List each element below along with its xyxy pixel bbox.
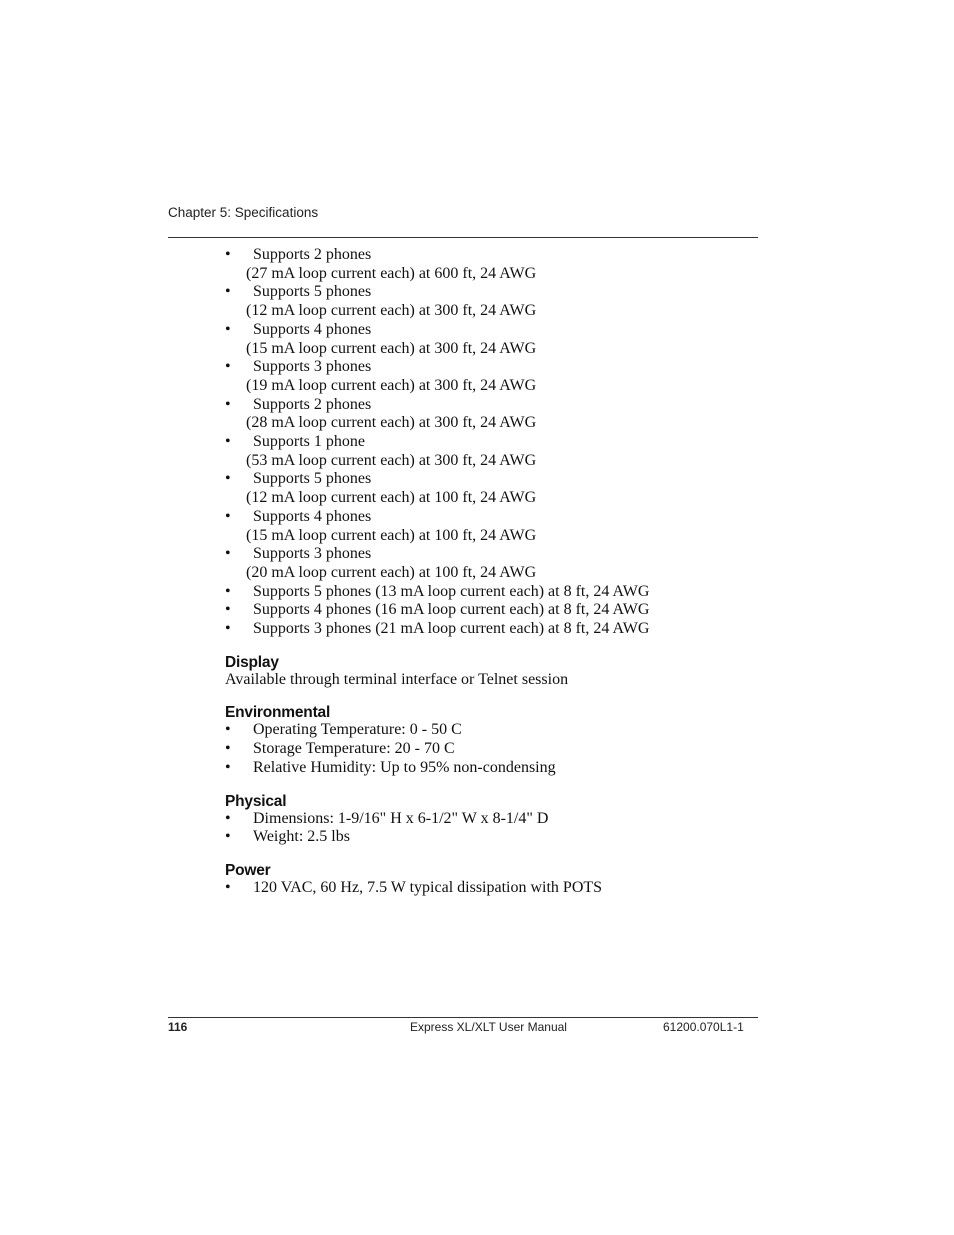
section-display xyxy=(225,654,765,690)
bullet-marker: • xyxy=(225,246,231,263)
bullet-marker: • xyxy=(225,878,231,896)
section-environmental xyxy=(225,704,765,777)
bullet-text: Supports 3 phones xyxy=(253,358,372,376)
bullet-text: Weight: 2.5 lbs xyxy=(253,828,350,846)
bullet-item xyxy=(225,508,765,527)
footer-rule xyxy=(168,1017,758,1018)
bullet-marker: • xyxy=(225,620,231,638)
section-power xyxy=(225,862,765,898)
bullet-text: Storage Temperature: 20 - 70 C xyxy=(253,740,455,758)
bullet-text: Supports 4 phones xyxy=(253,320,372,338)
bullet-detail: (20 mA loop current each) at 100 ft, 24 AWG xyxy=(246,563,537,581)
bullet-marker: • xyxy=(225,470,231,488)
bullet-item xyxy=(225,721,765,740)
section-heading: Physical xyxy=(225,792,287,810)
bullet-item xyxy=(225,879,765,898)
bullet-item xyxy=(225,620,765,639)
bullet-item xyxy=(225,828,765,847)
bullet-text: Supports 5 phones (13 mA loop current each) at 8 ft, 24 AWG xyxy=(253,582,650,600)
bullet-text: Dimensions: 1-9/16" H x 6-1/2" W x 8-1/4" D xyxy=(253,809,549,827)
section-heading: Display xyxy=(225,653,279,671)
section-heading: Power xyxy=(225,861,271,879)
bullet-marker: • xyxy=(225,395,231,413)
bullet-item xyxy=(225,740,765,759)
bullet-detail: (53 mA loop current each) at 300 ft, 24 AWG xyxy=(246,451,537,469)
bullet-text: Supports 2 phones xyxy=(253,246,372,263)
bullet-detail: (27 mA loop current each) at 600 ft, 24 AWG xyxy=(246,264,537,282)
section-physical xyxy=(225,793,765,847)
bullet-marker: • xyxy=(225,758,231,776)
bullet-item xyxy=(225,321,765,340)
page-content xyxy=(225,246,765,898)
bullet-text: Relative Humidity: Up to 95% non-condensing xyxy=(253,758,556,776)
bullet-item xyxy=(225,810,765,829)
bullet-item xyxy=(225,583,765,602)
bullet-text: Operating Temperature: 0 - 50 C xyxy=(253,721,462,739)
spec-sections xyxy=(225,654,765,898)
bullet-item xyxy=(225,396,765,415)
bullet-marker: • xyxy=(225,582,231,600)
bullet-detail: (12 mA loop current each) at 300 ft, 24 AWG xyxy=(246,302,537,320)
bullet-text: Supports 2 phones xyxy=(253,395,372,413)
bullet-marker: • xyxy=(225,283,231,301)
bullet-marker: • xyxy=(225,809,231,827)
bullet-text: Supports 4 phones (16 mA loop current each) at 8 ft, 24 AWG xyxy=(253,601,650,619)
bullet-detail: (19 mA loop current each) at 300 ft, 24 AWG xyxy=(246,376,537,394)
bullet-marker: • xyxy=(225,433,231,451)
bullet-text: Supports 3 phones xyxy=(253,545,372,563)
header-rule xyxy=(168,237,758,238)
bullet-marker: • xyxy=(225,740,231,758)
bullet-item xyxy=(225,545,765,564)
bullet-item xyxy=(225,470,765,489)
bullet-text: Supports 4 phones xyxy=(253,507,372,525)
bullet-text: Supports 5 phones xyxy=(253,283,372,301)
bullet-marker: • xyxy=(225,601,231,619)
loop-current-list xyxy=(225,246,765,639)
bullet-text: Supports 1 phone xyxy=(253,433,365,451)
bullet-item xyxy=(225,246,765,265)
section-heading: Environmental xyxy=(225,704,331,722)
bullet-marker: • xyxy=(225,828,231,846)
bullet-marker: • xyxy=(225,721,231,739)
bullet-marker: • xyxy=(225,545,231,563)
bullet-marker: • xyxy=(225,507,231,525)
bullet-text: Supports 3 phones (21 mA loop current each) at 8 ft, 24 AWG xyxy=(253,620,650,638)
bullet-detail: (28 mA loop current each) at 300 ft, 24 AWG xyxy=(246,414,537,432)
bullet-item xyxy=(225,433,765,452)
bullet-detail: (15 mA loop current each) at 100 ft, 24 AWG xyxy=(246,526,537,544)
running-header: Chapter 5: Specifications xyxy=(168,205,319,220)
manual-title: Express XL/XLT User Manual xyxy=(410,1020,567,1034)
bullet-marker: • xyxy=(225,320,231,338)
bullet-text: Supports 5 phones xyxy=(253,470,372,488)
bullet-item xyxy=(225,759,765,778)
bullet-text: 120 VAC, 60 Hz, 7.5 W typical dissipation with POTS xyxy=(253,878,603,896)
document-number: 61200.070L1-1 xyxy=(663,1020,744,1034)
bullet-detail: (12 mA loop current each) at 100 ft, 24 AWG xyxy=(246,489,537,507)
section-paragraph: Available through terminal interface or Telnet session xyxy=(225,670,569,688)
bullet-marker: • xyxy=(225,358,231,376)
bullet-item xyxy=(225,601,765,620)
bullet-item xyxy=(225,283,765,302)
bullet-item xyxy=(225,358,765,377)
bullet-detail: (15 mA loop current each) at 300 ft, 24 AWG xyxy=(246,339,537,357)
page-number: 116 xyxy=(168,1020,188,1034)
